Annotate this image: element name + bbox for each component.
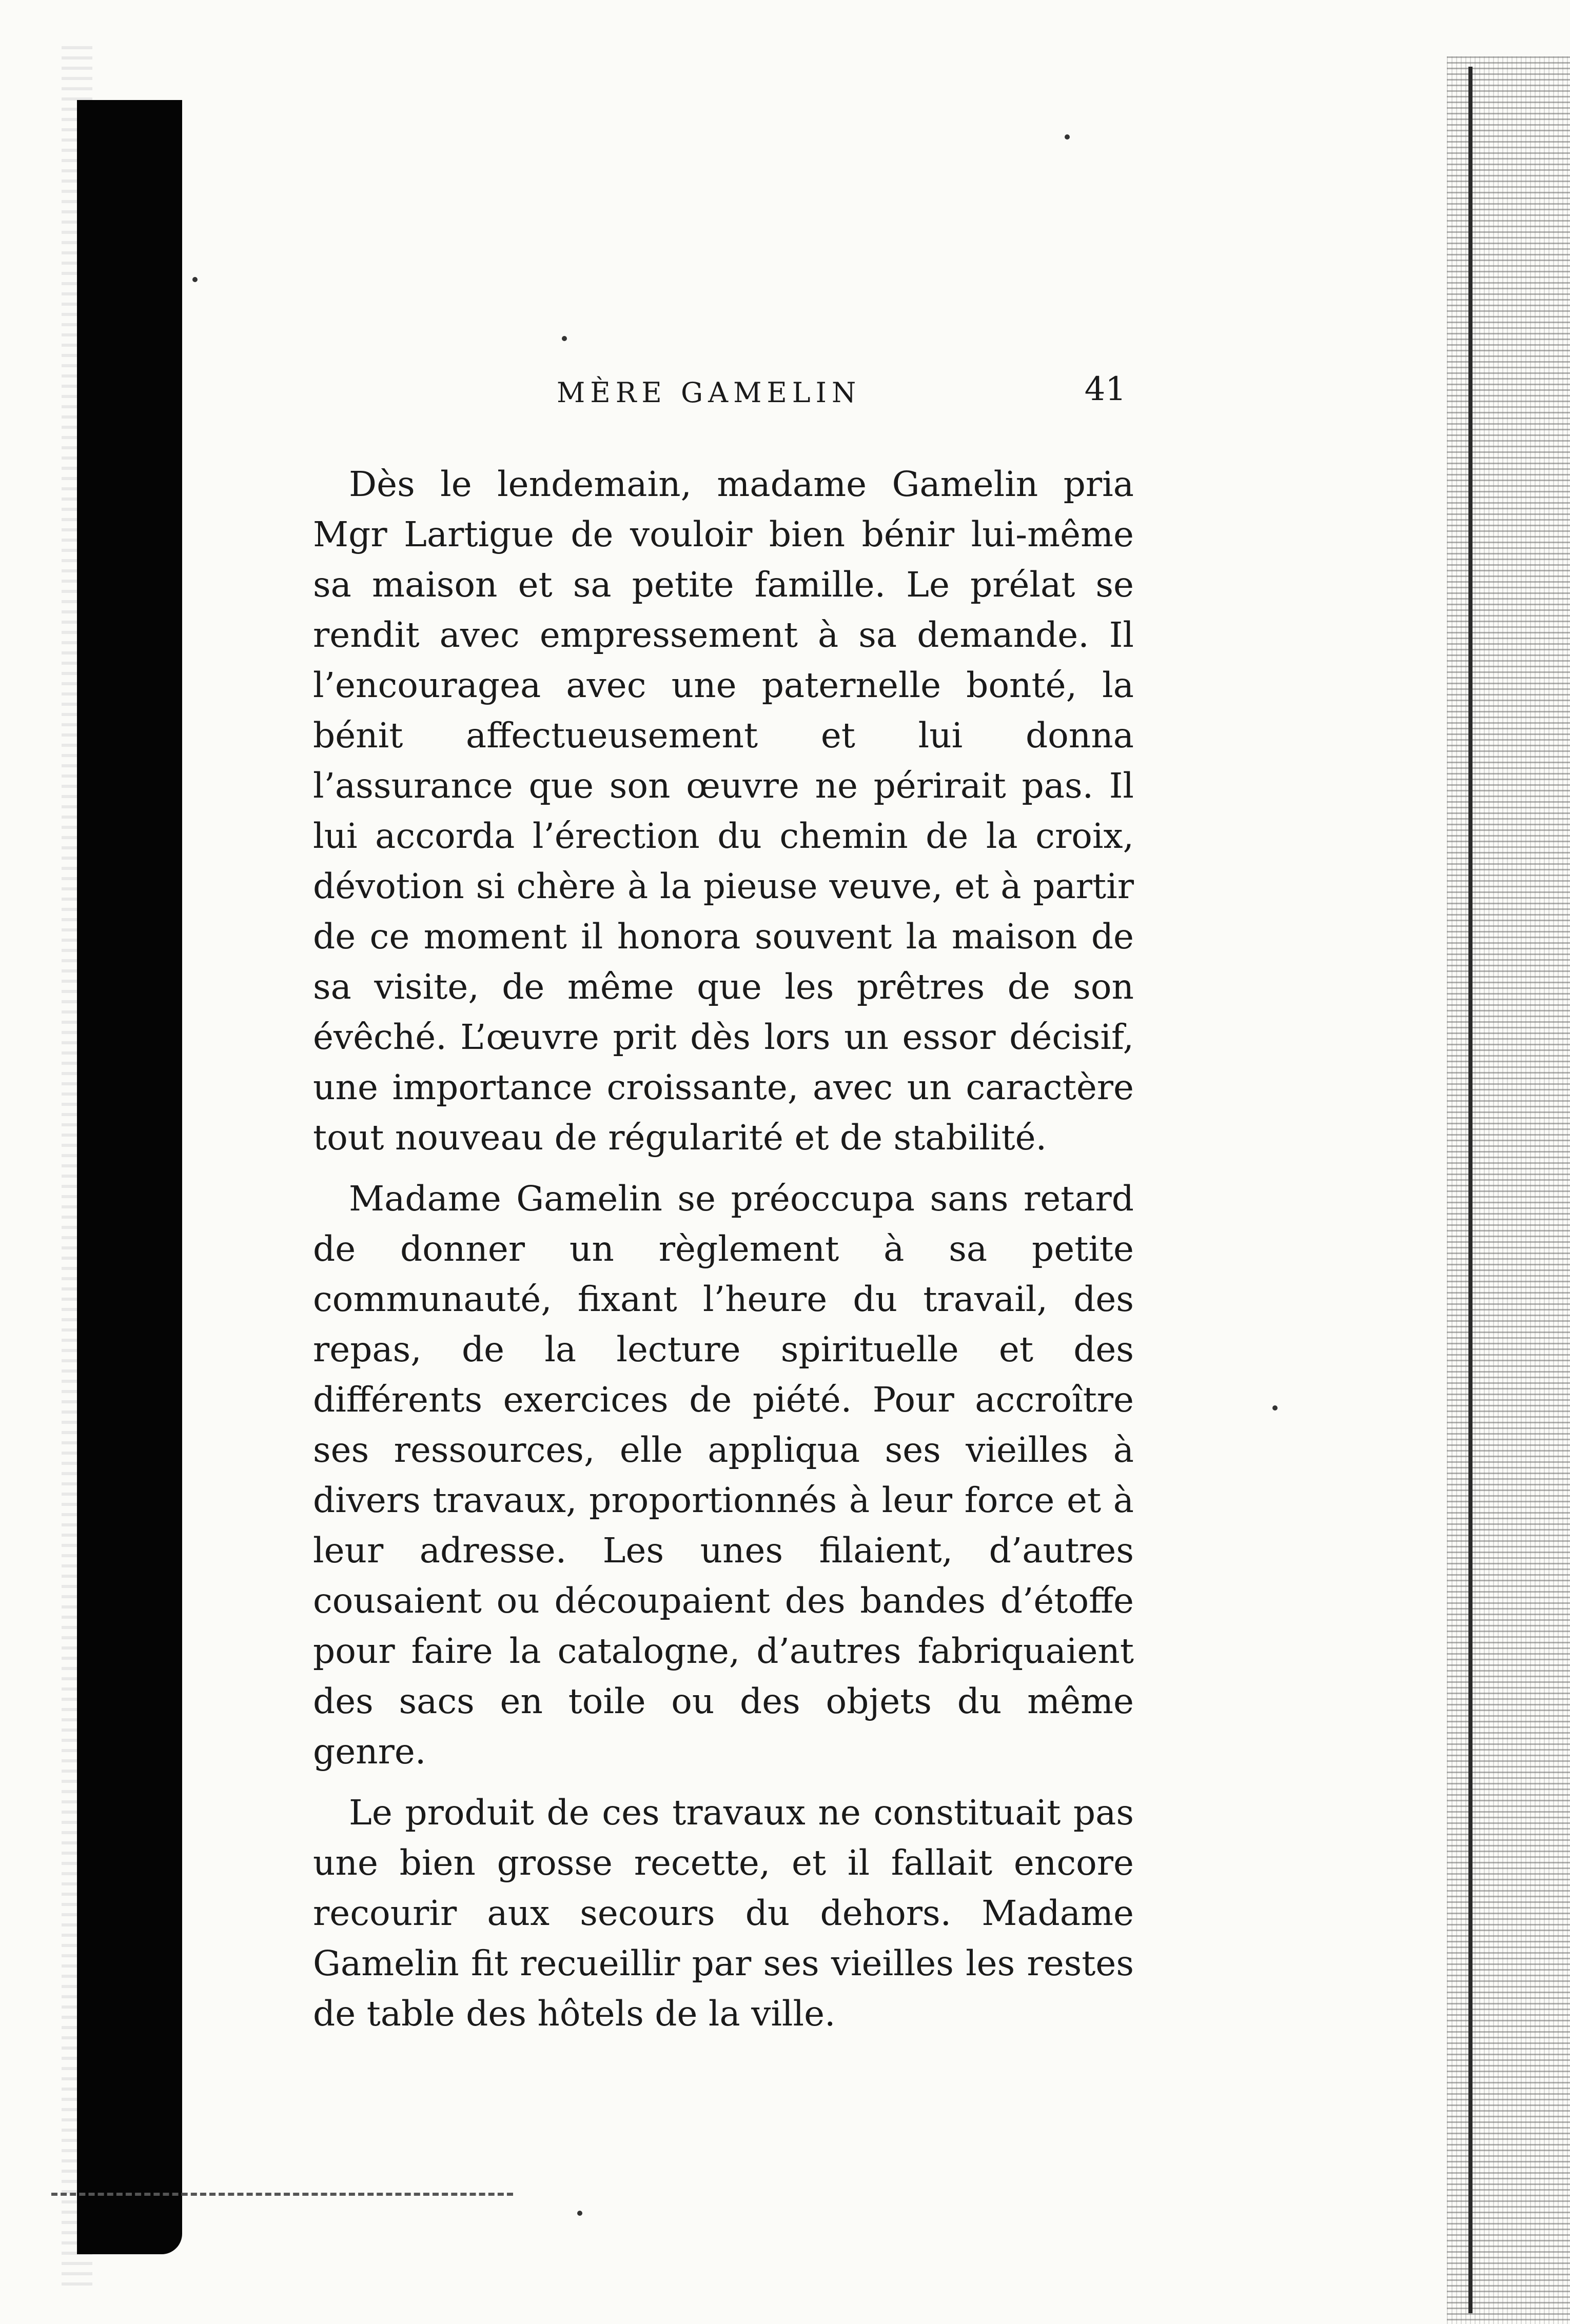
ink-speck (1065, 134, 1070, 140)
paragraph: Le produit de ces travaux ne constituait pas une bien grosse recette, et il fallait encore recourir aux secours du dehors. Madame Gamelin fit recueillir par ses vieilles les restes de table des hôtels de la ville. (313, 1792, 1134, 2034)
running-title: MÈRE GAMELIN (557, 376, 861, 409)
ink-speck (562, 336, 567, 341)
ink-speck (577, 2211, 582, 2216)
right-edge-line (1468, 67, 1473, 2313)
binding-shadow (77, 100, 182, 2254)
page-number: 41 (1084, 370, 1126, 408)
right-scan-edge (1447, 56, 1570, 2324)
page-header (557, 363, 1126, 420)
ink-speck (1272, 1405, 1278, 1411)
bottom-dashed-mark (51, 2193, 513, 2196)
paragraph: Madame Gamelin se préoccupa sans retard de donner un règlement à sa petite communauté, fixant l’heure du travail, des repas, de la lecture spirituelle et des différents exercices de piété. Pour accroître ses ressources, elle appliqua ses vieilles à divers travaux, proportionnés à leur force et à leur adresse. Les unes filaient, d’autres cousaient ou découpaient des bandes d’étoffe pour faire la catalogne, d’autres fabriquaient des sacs en toile ou des objets du même genre. (313, 1178, 1134, 1772)
body-text (313, 459, 1134, 2039)
paragraph: Dès le lendemain, madame Gamelin pria Mgr Lartigue de vouloir bien bénir lui-même sa maison et sa petite famille. Le prélat se rendit avec empressement à sa demande. Il l’encouragea avec une paternelle bonté, la bénit affectueusement et lui donna l’assurance que son œuvre ne périrait pas. Il lui accorda l’érection du chemin de la croix, dévotion si chère à la pieuse veuve, et à partir de ce moment il honora souvent la maison de sa visite, de même que les prêtres de son évêché. L’œuvre prit dès lors un essor décisif, une importance croissante, avec un caractère tout nouveau de régularité et de stabilité. (313, 464, 1134, 1158)
ink-speck (192, 277, 198, 282)
